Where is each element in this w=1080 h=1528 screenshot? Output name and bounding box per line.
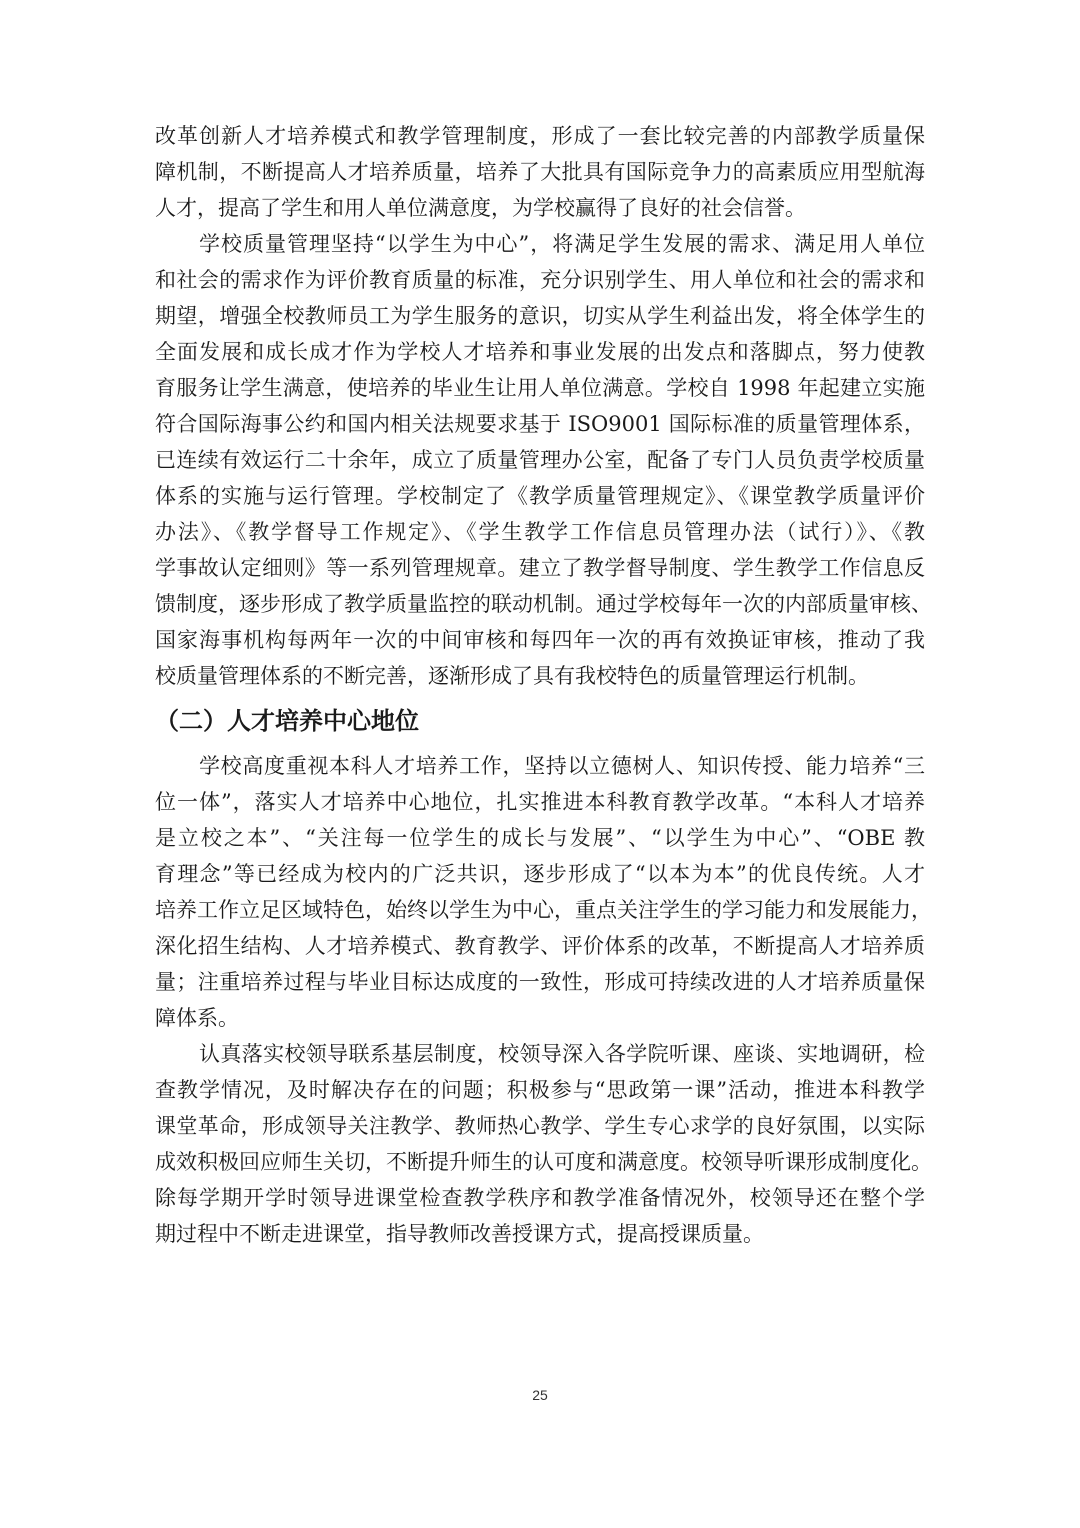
text-line: 体系的实施与运行管理。学校制定了《教学质量管理规定》、《课堂教学质量评价 xyxy=(155,484,925,508)
text-line: 期过程中不断走进课堂，指导教师改善授课方式，提高授课质量。 xyxy=(155,1222,764,1246)
section-heading: （二）人才培养中心地位 xyxy=(155,707,419,735)
page-body xyxy=(155,118,932,1252)
text-line: 校质量管理体系的不断完善，逐渐形成了具有我校特色的质量管理运行机制。 xyxy=(155,664,869,688)
text-line: 障体系。 xyxy=(155,1006,239,1030)
text-line: 学校高度重视本科人才培养工作，坚持以立德树人、知识传授、能力培养“三 xyxy=(199,754,925,778)
text-line: 学事故认定细则》等一系列管理规章。建立了教学督导制度、学生教学工作信息反 xyxy=(155,556,925,580)
paragraph-3 xyxy=(155,748,932,1036)
text-line: 改革创新人才培养模式和教学管理制度，形成了一套比较完善的内部教学质量保 xyxy=(155,124,925,148)
paragraph-4 xyxy=(155,1036,932,1252)
page-number: 25 xyxy=(532,1387,548,1403)
paragraph-1 xyxy=(155,118,925,226)
text-line: 量；注重培养过程与毕业目标达成度的一致性，形成可持续改进的人才培养质量保 xyxy=(155,970,925,994)
text-line: 国家海事机构每两年一次的中间审核和每四年一次的再有效换证审核，推动了我 xyxy=(155,628,925,652)
paragraph-2 xyxy=(155,226,932,694)
text-line: 育理念”等已经成为校内的广泛共识，逐步形成了“以本为本”的优良传统。人才 xyxy=(155,862,925,886)
text-line: 和社会的需求作为评价教育质量的标准，充分识别学生、用人单位和社会的需求和 xyxy=(155,268,925,292)
text-line: 位一体”，落实人才培养中心地位，扎实推进本科教育教学改革。“本科人才培养 xyxy=(155,790,925,814)
text-line: 查教学情况，及时解决存在的问题；积极参与“思政第一课”活动，推进本科教学 xyxy=(155,1078,925,1102)
text-line: 已连续有效运行二十余年，成立了质量管理办公室，配备了专门人员负责学校质量 xyxy=(155,448,925,472)
text-line: 育服务让学生满意，使培养的毕业生让用人单位满意。学校自 1998 年起建立实施 xyxy=(155,376,925,400)
text-line: 是立校之本”、“关注每一位学生的成长与发展”、“以学生为中心”、“OBE 教 xyxy=(155,826,925,850)
text-line: 障机制，不断提高人才培养质量，培养了大批具有国际竞争力的高素质应用型航海 xyxy=(155,160,925,184)
text-line: 符合国际海事公约和国内相关法规要求基于 ISO9001 国际标准的质量管理体系， xyxy=(155,412,925,436)
text-line: 课堂革命，形成领导关注教学、教师热心教学、学生专心求学的良好氛围，以实际 xyxy=(155,1114,925,1138)
text-line: 除每学期开学时领导进课堂检查教学秩序和教学准备情况外，校领导还在整个学 xyxy=(155,1186,925,1210)
text-line: 认真落实校领导联系基层制度，校领导深入各学院听课、座谈、实地调研，检 xyxy=(199,1042,925,1066)
text-line: 深化招生结构、人才培养模式、教育教学、评价体系的改革，不断提高人才培养质 xyxy=(155,934,925,958)
text-line: 馈制度，逐步形成了教学质量监控的联动机制。通过学校每年一次的内部质量审核、 xyxy=(155,592,932,616)
text-line: 全面发展和成长成才作为学校人才培养和事业发展的出发点和落脚点，努力使教 xyxy=(155,340,925,364)
text-line: 办法》、《教学督导工作规定》、《学生教学工作信息员管理办法（试行）》、《教 xyxy=(155,520,925,544)
text-line: 成效积极回应师生关切，不断提升师生的认可度和满意度。校领导听课形成制度化。 xyxy=(155,1150,932,1174)
text-line: 培养工作立足区域特色，始终以学生为中心，重点关注学生的学习能力和发展能力， xyxy=(155,898,932,922)
text-line: 人才，提高了学生和用人单位满意度，为学校赢得了良好的社会信誉。 xyxy=(155,196,806,220)
text-line: 学校质量管理坚持“以学生为中心”，将满足学生发展的需求、满足用人单位 xyxy=(199,232,925,256)
text-line: 期望，增强全校教师员工为学生服务的意识，切实从学生利益出发，将全体学生的 xyxy=(155,304,925,328)
